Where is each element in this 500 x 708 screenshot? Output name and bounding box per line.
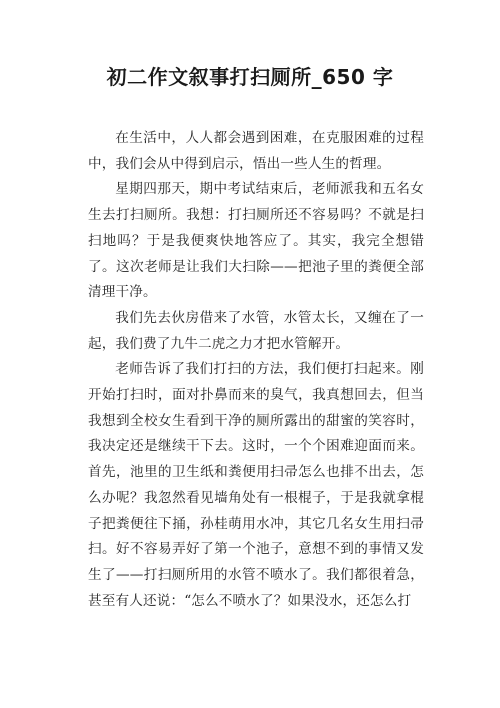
article-body [88,126,424,614]
paragraph-4: 老师告诉了我们打扫的方法，我们便打扫起来。刚开始打扫时，面对扑鼻而来的臭气，我真想回去，但当我想到全校女生看到干净的厕所露出的甜蜜的笑容时，我决定还是继续干下去。这时，一个个困难迎面而来。首先，池里的卫生纸和粪便用扫帚怎么也排不出去，怎么办呢？我忽然看见墙角处有一根棍子，于是我就拿棍子把粪便往下捅，孙桂萌用水冲，其它几名女生用扫帚扫。好不容易弄好了第一个池子，意想不到的事情又发生了——打扫厕所用的水管不喷水了。我们都很着急，甚至有人还说：“怎么不喷水了？如果没水，还怎么打 [88,361,424,609]
paragraph-3: 我们先去伙房借来了水管，水管太长，又缠在了一起，我们费了九牛二虎之力才把水管解开。 [88,309,424,352]
paragraph-2: 星期四那天，期中考试结束后，老师派我和五名女生去打扫厕所。我想：打扫厕所还不容易吗？不就是扫扫地吗？于是我便爽快地答应了。其实，我完全想错了。这次老师是让我们大扫除——把池子里的粪便全部清理干净。 [88,181,424,301]
paragraph-1: 在生活中，人人都会遇到困难，在克服困难的过程中，我们会从中得到启示，悟出一些人生的哲理。 [88,130,424,172]
page-title: 初二作文叙事打扫厕所_650 字 [106,65,394,89]
